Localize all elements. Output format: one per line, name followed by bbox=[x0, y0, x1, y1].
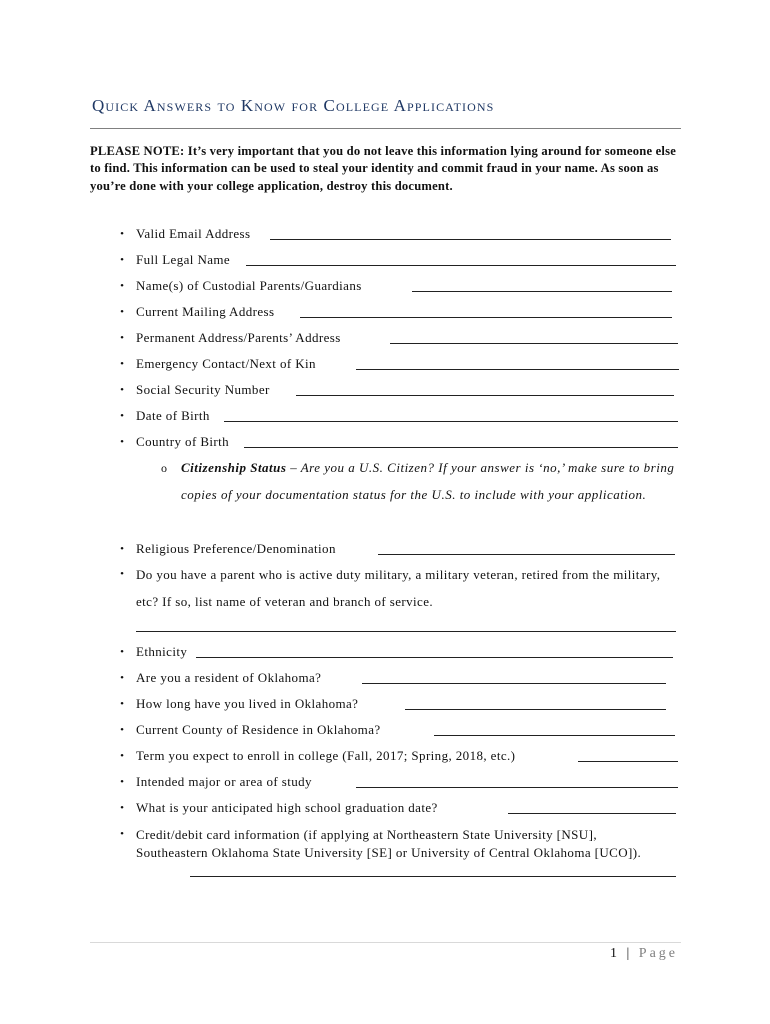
bullet-icon: • bbox=[120, 750, 124, 762]
county-of-residence-label: Current County of Residence in Oklahoma? bbox=[136, 722, 381, 737]
bullet-icon: • bbox=[120, 672, 124, 684]
permanent-address-label: Permanent Address/Parents’ Address bbox=[136, 330, 341, 345]
valid-email-address-blank[interactable] bbox=[270, 239, 671, 240]
religious-preference-blank[interactable] bbox=[378, 554, 675, 555]
bullet-icon: • bbox=[120, 698, 124, 710]
enrollment-term-blank[interactable] bbox=[578, 761, 678, 762]
country-of-birth-label: Country of Birth bbox=[136, 434, 230, 449]
emergency-contact-label: Emergency Contact/Next of Kin bbox=[136, 356, 316, 371]
footer-divider bbox=[90, 942, 681, 943]
custodial-parents-label: Name(s) of Custodial Parents/Guardians bbox=[136, 278, 362, 293]
current-mailing-address-blank[interactable] bbox=[300, 317, 672, 318]
date-of-birth-label: Date of Birth bbox=[136, 408, 210, 423]
graduation-date-label: What is your anticipated high school graduation date? bbox=[136, 800, 438, 815]
page-title: Quick Answers to Know for College Applications bbox=[92, 96, 495, 115]
citizenship-question: – Are you a U.S. Citizen? If your answer is ‘no,’ make sure to bring copies of your documentation status for the U.S. to include with your application. bbox=[181, 460, 675, 502]
bullet-icon: • bbox=[120, 384, 124, 396]
religious-preference-label: Religious Preference/Denomination bbox=[136, 541, 336, 556]
ethnicity-label: Ethnicity bbox=[136, 644, 188, 659]
intended-major-label: Intended major or area of study bbox=[136, 774, 312, 789]
full-legal-name-blank[interactable] bbox=[246, 265, 676, 266]
bullet-icon: • bbox=[120, 228, 124, 240]
bullet-icon: • bbox=[120, 332, 124, 344]
permanent-address-blank[interactable] bbox=[390, 343, 678, 344]
bullet-icon: • bbox=[120, 358, 124, 370]
oklahoma-resident-label: Are you a resident of Oklahoma? bbox=[136, 670, 322, 685]
valid-email-address-label: Valid Email Address bbox=[136, 226, 251, 241]
credit-card-question: Credit/debit card information (if applying at Northeastern State University [NSU], Southeastern Oklahoma State University [SE] or University of Central Oklahoma [UCO]). bbox=[136, 827, 642, 860]
full-legal-name-label: Full Legal Name bbox=[136, 252, 231, 267]
social-security-number-label: Social Security Number bbox=[136, 382, 270, 397]
military-question: Do you have a parent who is active duty military, a military veteran, retired from the military, etc? If so, list name of veteran and branch of service. bbox=[136, 567, 661, 609]
intended-major-blank[interactable] bbox=[356, 787, 678, 788]
bullet-icon: • bbox=[120, 306, 124, 318]
page-number: 1 bbox=[609, 946, 617, 961]
bullet-icon: • bbox=[120, 410, 124, 422]
bullet-icon: • bbox=[120, 254, 124, 266]
bullet-icon: • bbox=[120, 436, 124, 448]
current-mailing-address-label: Current Mailing Address bbox=[136, 304, 275, 319]
footer-separator: | bbox=[626, 946, 630, 961]
page-footer bbox=[610, 946, 678, 962]
citizenship-text bbox=[181, 455, 681, 508]
bullet-icon: • bbox=[120, 646, 124, 658]
bullet-icon: • bbox=[120, 724, 124, 736]
years-in-oklahoma-blank[interactable] bbox=[405, 709, 666, 710]
enrollment-term-label: Term you expect to enroll in college (Fall, 2017; Spring, 2018, etc.) bbox=[136, 748, 516, 763]
years-in-oklahoma-label: How long have you lived in Oklahoma? bbox=[136, 696, 359, 711]
bullet-icon: • bbox=[120, 568, 124, 580]
ethnicity-blank[interactable] bbox=[196, 657, 673, 658]
page-label: Page bbox=[638, 946, 678, 961]
graduation-date-blank[interactable] bbox=[508, 813, 676, 814]
privacy-notice: PLEASE NOTE: It’s very important that you do not leave this information lying around for someone else to find. This information can be used to steal your identity and commit fraud in your name. As soon as you’re done with your college application, destroy this document. bbox=[90, 144, 676, 193]
social-security-number-blank[interactable] bbox=[296, 395, 674, 396]
oklahoma-resident-blank[interactable] bbox=[362, 683, 666, 684]
custodial-parents-blank[interactable] bbox=[412, 291, 672, 292]
county-of-residence-blank[interactable] bbox=[434, 735, 675, 736]
bullet-icon: • bbox=[120, 280, 124, 292]
bullet-icon: • bbox=[120, 828, 124, 840]
bullet-icon: • bbox=[120, 543, 124, 555]
emergency-contact-blank[interactable] bbox=[356, 369, 679, 370]
bullet-icon: • bbox=[120, 776, 124, 788]
citizenship-label: Citizenship Status bbox=[181, 460, 287, 475]
credit-card-blank[interactable] bbox=[190, 876, 676, 877]
country-of-birth-blank[interactable] bbox=[244, 447, 678, 448]
military-blank[interactable] bbox=[136, 631, 676, 632]
date-of-birth-blank[interactable] bbox=[224, 421, 678, 422]
bullet-icon: • bbox=[120, 802, 124, 814]
title-divider bbox=[90, 128, 681, 129]
sub-bullet-icon: o bbox=[161, 461, 167, 475]
